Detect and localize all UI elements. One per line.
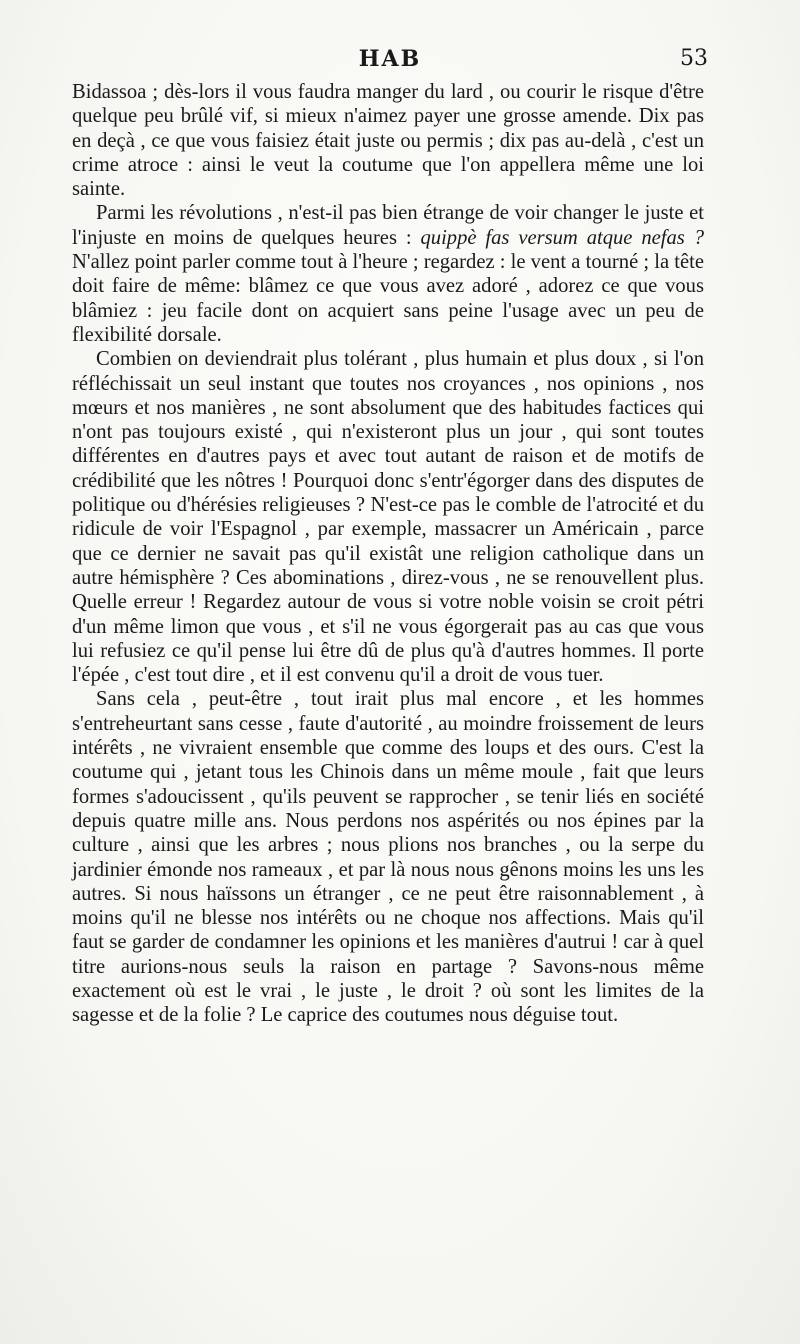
body-text — [72, 80, 704, 1028]
paragraph-text: Parmi les révolutions , n'est-il pas bien étrange de voir changer le juste et l'injuste en moins de quelques heures : — [72, 202, 704, 249]
paragraph: Combien on deviendrait plus tolérant , plus humain et plus doux , si l'on réfléchissait un seul instant que toutes nos croyances , nos opinions , nos mœurs et nos manières , ne sont absolument que des habitudes factices qui n'ont pas toujours existé , qui n'existeront plus un jour , qui sont toutes différentes en d'autres pays et avec tout autant de raison et de motifs de crédibilité que les nôtres ! Pourquoi donc s'entr'égorger dans des disputes de politique ou d'hérésies religieuses ? N'est-ce pas le comble de l'atrocité et du ridicule de voir l'Espagnol , par exemple, massacrer un Américain , parce que ce dernier ne savait pas qu'il existât une religion catholique dans un autre hémisphère ? Ces abominations , direz-vous , ne se renouvellent plus. Quelle erreur ! Regardez autour de vous si votre noble voisin se croit pétri d'un même limon que vous , et s'il ne vous égorgerait pas au cas que vous lui refusiez ce qu'il pense lui être dû de plus qu'à d'autres hommes. Il porte l'épée , c'est tout dire , et il est convenu qu'il a droit de vous tuer. — [72, 348, 704, 687]
paragraph: Sans cela , peut-être , tout irait plus mal encore , et les hommes s'entreheurtant sans cesse , faute d'autorité , au moindre froissement de leurs intérêts , ne vivraient ensemble que comme des loups et des ours. C'est la coutume qui , jetant tous les Chinois dans un même moule , fait que leurs formes s'adoucissent , qu'ils peuvent se rapprocher , se tenir liés en société depuis quatre mille ans. Nous perdons nos aspérités ou nos épines par la culture , ainsi que les arbres ; nous plions nos branches , ou la serpe du jardinier émonde nos rameaux , et par là nous nous gênons moins les uns les autres. Si nous haïssons un étranger , ce ne peut être raisonnablement , à moins qu'il ne blesse nos intérêts ou ne choque nos affections. Mais qu'il faut se garder de condamner les opinions et les manières d'autrui ! car à quel titre aurions-nous seuls la raison en partage ? Savons-nous même exactement où est le vrai , le juste , le droit ? où sont les limites de la sagesse et de la folie ? Le caprice des coutumes nous déguise tout. — [72, 688, 704, 1027]
running-head — [72, 46, 708, 80]
paragraph-text: N'allez point parler comme tout à l'heure ; regardez : le vent a tourné ; la tête doit faire de même: blâmez ce que vous avez adoré , adorez ce que vous blâmiez : jeu facile dont on acquiert sans peine l'usage avec un peu de flexibilité dorsale. — [72, 251, 704, 346]
page-title: HAB — [358, 46, 422, 72]
paragraph — [72, 201, 704, 347]
latin-quotation: quippè fas versum atque nefas ? — [420, 226, 704, 249]
page-number: 53 — [680, 46, 708, 71]
paragraph: Bidassoa ; dès-lors il vous faudra manger du lard , ou courir le risque d'être quelque peu brûlé vif, si mieux n'aimez payer une grosse amende. Dix pas en deçà , ce que vous faisiez était juste ou permis ; dix pas au-delà , c'est un crime atroce : ainsi le veut la coutume que l'on appellera même une loi sainte. — [72, 81, 704, 201]
